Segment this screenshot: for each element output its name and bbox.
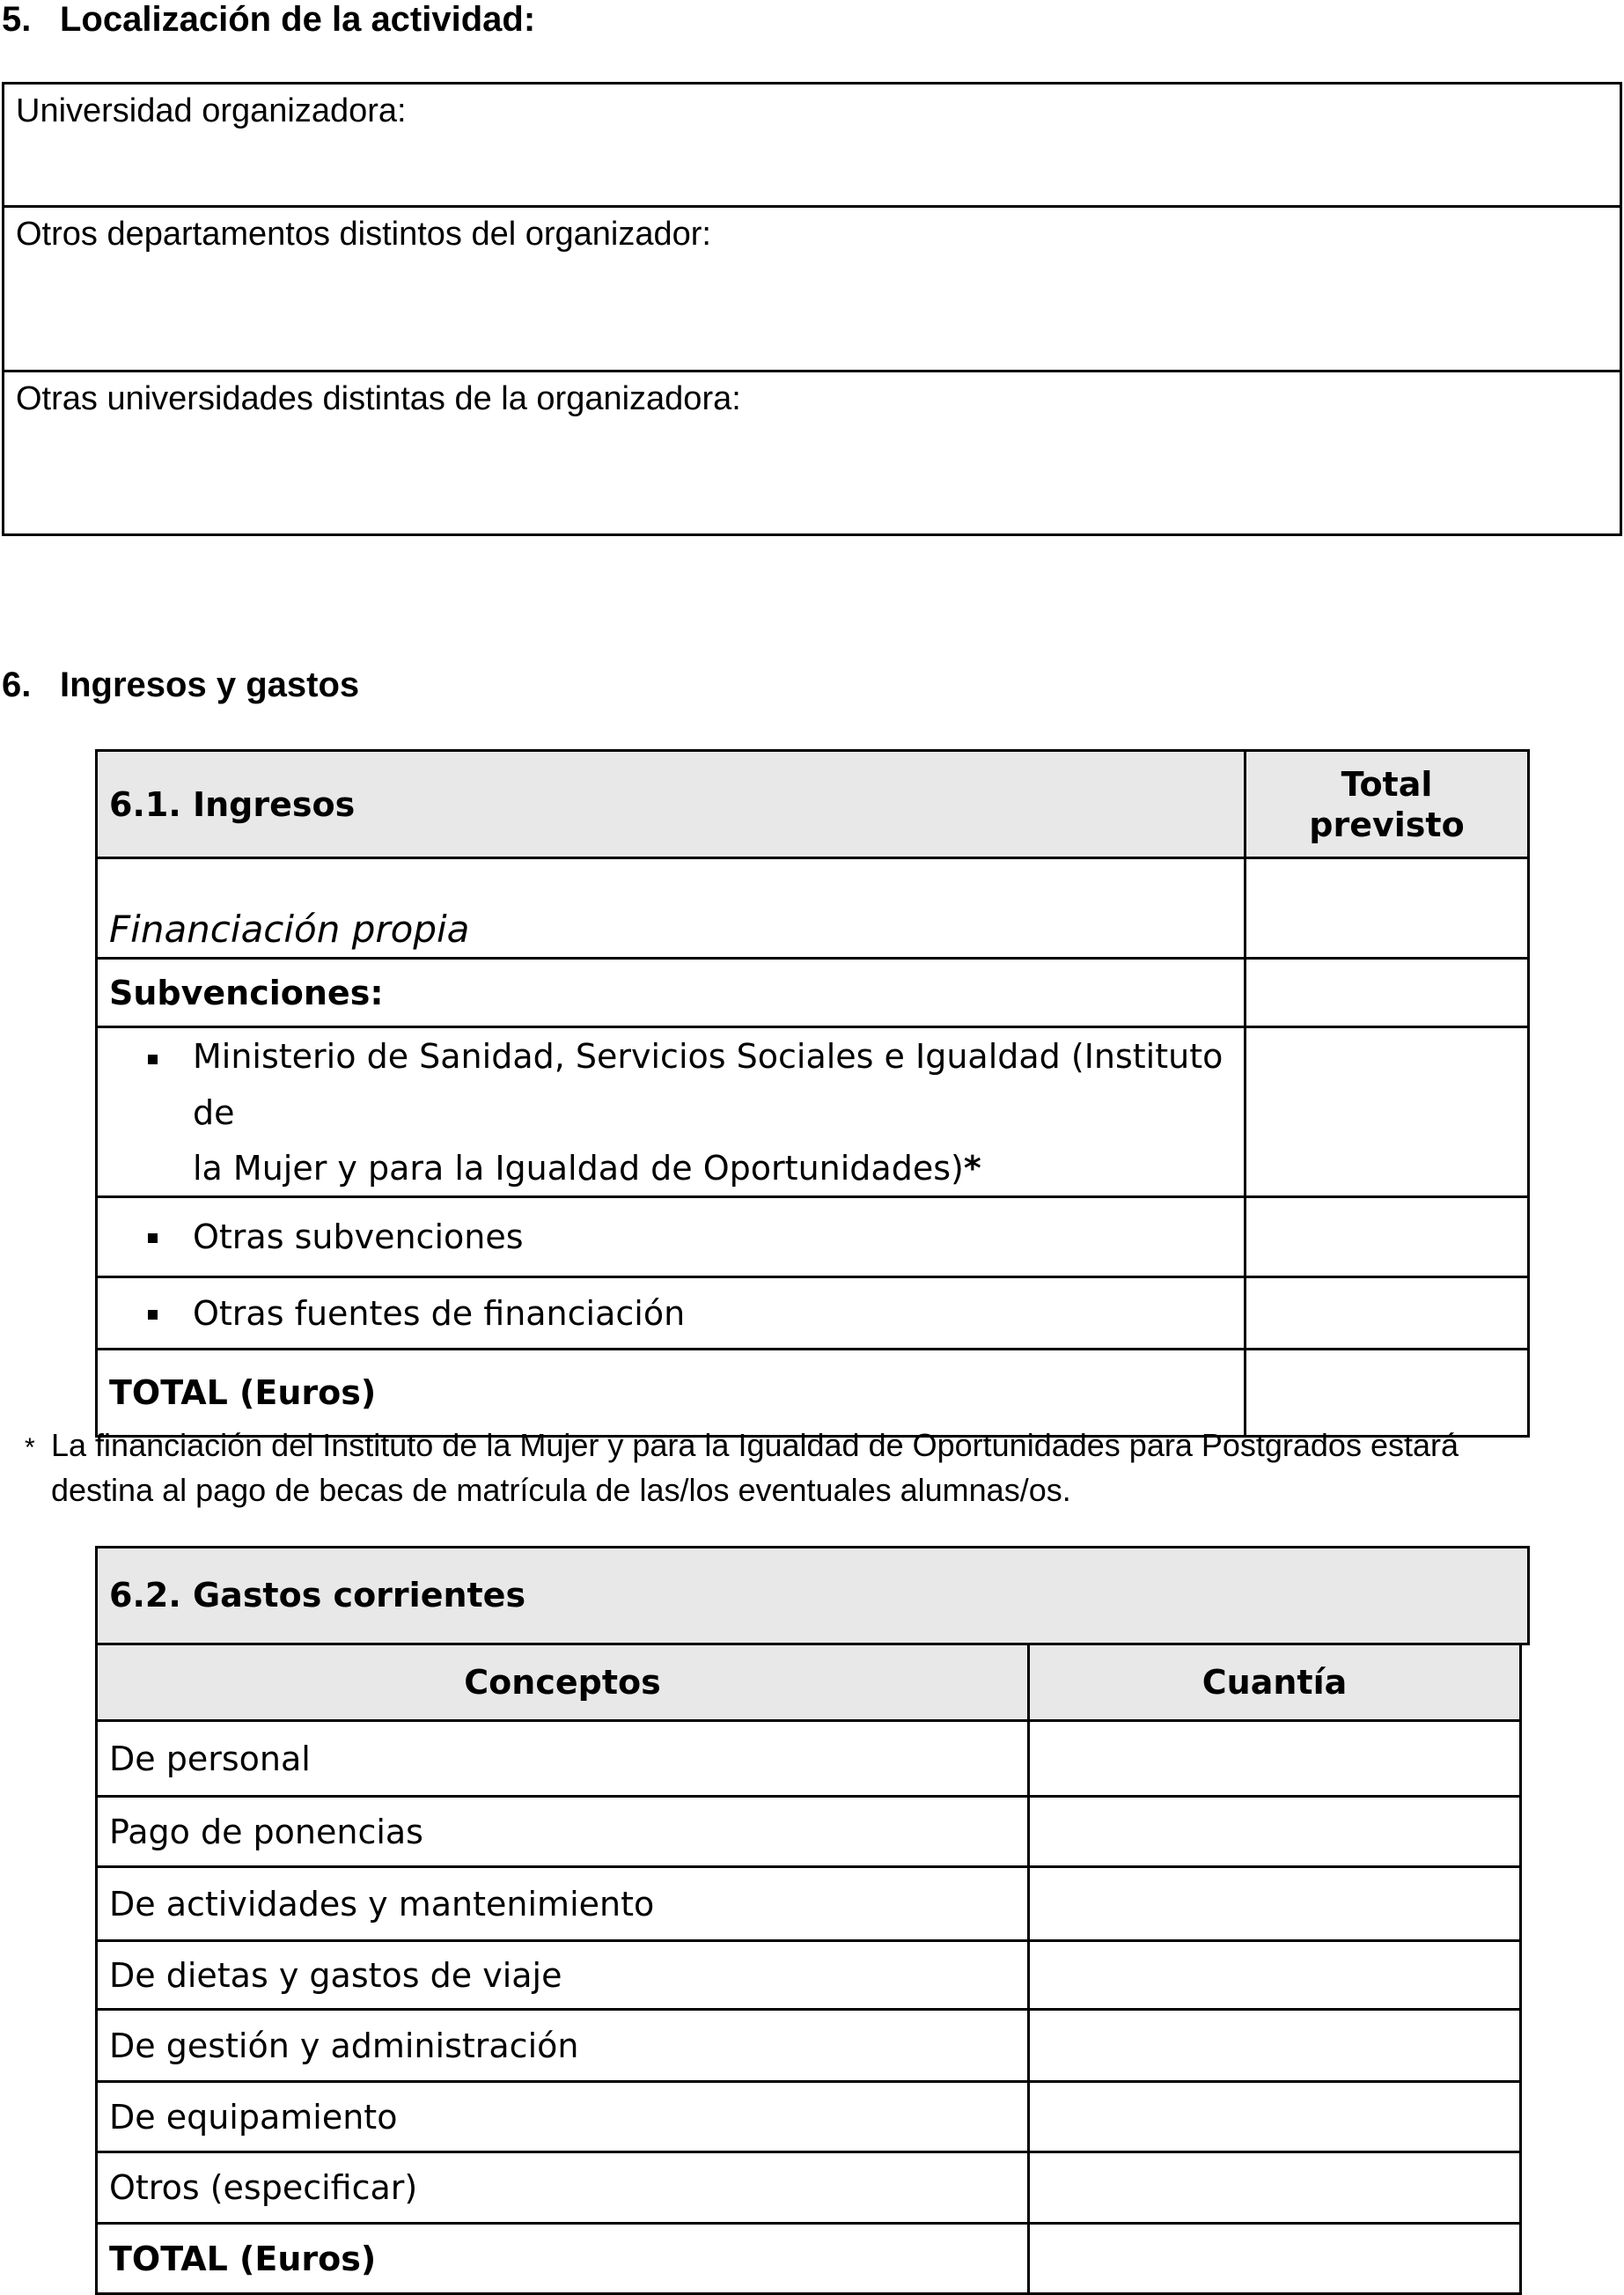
income-total-label: TOTAL (Euros) (97, 1350, 1246, 1437)
footnote-line2: destina al pago de becas de matrícula de las/los eventuales alumnas/os. (51, 1472, 1071, 1508)
bullet-icon (148, 1055, 158, 1064)
ministry-subsidy-amount-cell[interactable] (1246, 1027, 1529, 1197)
footnote-line1: La financiación del Instituto de la Mujer y para la Igualdad de Oportunidades para Postgrados estará (51, 1427, 1459, 1463)
bullet-icon (148, 1310, 158, 1320)
other-subsidies-amount-cell[interactable] (1246, 1197, 1529, 1277)
bullet-icon (148, 1233, 158, 1243)
section-6-heading (2, 666, 359, 704)
expense-row-label: De equipamiento (97, 2082, 1029, 2152)
subsidies-label: Subvenciones: (97, 959, 1246, 1027)
income-table (95, 749, 1530, 1438)
ministry-subsidy-item (97, 1027, 1246, 1197)
expenses-total-label: TOTAL (Euros) (97, 2224, 1029, 2294)
income-header: 6.1. Ingresos (97, 751, 1246, 858)
section-6-number: 6. (2, 666, 32, 704)
footnote (25, 1424, 1539, 1512)
other-subsidies-label: Otras subvenciones (193, 1217, 524, 1256)
subsidies-amount-cell[interactable] (1246, 959, 1529, 1027)
total-previsto-line1: Total (1341, 764, 1433, 804)
ministry-subsidy-asterisk: * (963, 1149, 981, 1188)
section-5-heading (2, 0, 535, 39)
expense-amount-cell[interactable] (1029, 2152, 1521, 2224)
expense-amount-cell[interactable] (1029, 1721, 1521, 1797)
current-expenses-header: 6.2. Gastos corrientes (95, 1546, 1530, 1645)
other-departments-label: Otros departamentos distintos del organizador: (16, 216, 711, 253)
total-previsto-line2: previsto (1309, 805, 1465, 844)
expense-amount-cell[interactable] (1029, 2010, 1521, 2082)
concepts-column-header: Conceptos (97, 1644, 1029, 1721)
ministry-subsidy-line1: Ministerio de Sanidad, Servicios Sociales e Igualdad (Instituto de (193, 1037, 1224, 1132)
expense-amount-cell[interactable] (1029, 1941, 1521, 2010)
expense-amount-cell[interactable] (1029, 2082, 1521, 2152)
expense-amount-cell[interactable] (1029, 1797, 1521, 1867)
other-universities-label: Otras universidades distintas de la organizadora: (16, 380, 741, 417)
expense-row-label: Otros (especificar) (97, 2152, 1029, 2224)
other-subsidies-item (97, 1197, 1246, 1277)
ministry-subsidy-line2: la Mujer y para la Igualdad de Oportunidades) (193, 1149, 964, 1188)
expenses-total-amount-cell[interactable] (1029, 2224, 1521, 2294)
expense-row-label: De actividades y mantenimiento (97, 1867, 1029, 1941)
expense-row-label: De dietas y gastos de viaje (97, 1941, 1029, 2010)
income-total-amount-cell[interactable] (1246, 1350, 1529, 1437)
ministry-subsidy-line2-wrap (193, 1141, 1244, 1195)
expenses-table (95, 1643, 1522, 2295)
expense-row-label: De gestión y administración (97, 2010, 1029, 2082)
own-funding-amount-cell[interactable] (1246, 858, 1529, 959)
other-universities-field[interactable] (4, 371, 1621, 535)
other-departments-field[interactable] (4, 207, 1621, 371)
total-previsto-header (1246, 751, 1529, 858)
other-funding-sources-label: Otras fuentes de financiación (193, 1293, 686, 1333)
section-6-title: Ingresos y gastos (60, 666, 360, 704)
amount-column-header: Cuantía (1029, 1644, 1521, 1721)
footnote-marker: * (25, 1433, 35, 1462)
organizing-university-field[interactable] (4, 84, 1621, 207)
expense-amount-cell[interactable] (1029, 1867, 1521, 1941)
expense-row-label: De personal (97, 1721, 1029, 1797)
own-funding-label: Financiación propia (97, 858, 1246, 959)
section-5-number: 5. (2, 0, 32, 39)
location-table (2, 82, 1622, 536)
section-5-title: Localización de la actividad: (60, 0, 536, 39)
organizing-university-label: Universidad organizadora: (16, 92, 407, 129)
other-funding-sources-amount-cell[interactable] (1246, 1277, 1529, 1350)
other-funding-sources-item (97, 1277, 1246, 1350)
expense-row-label: Pago de ponencias (97, 1797, 1029, 1867)
